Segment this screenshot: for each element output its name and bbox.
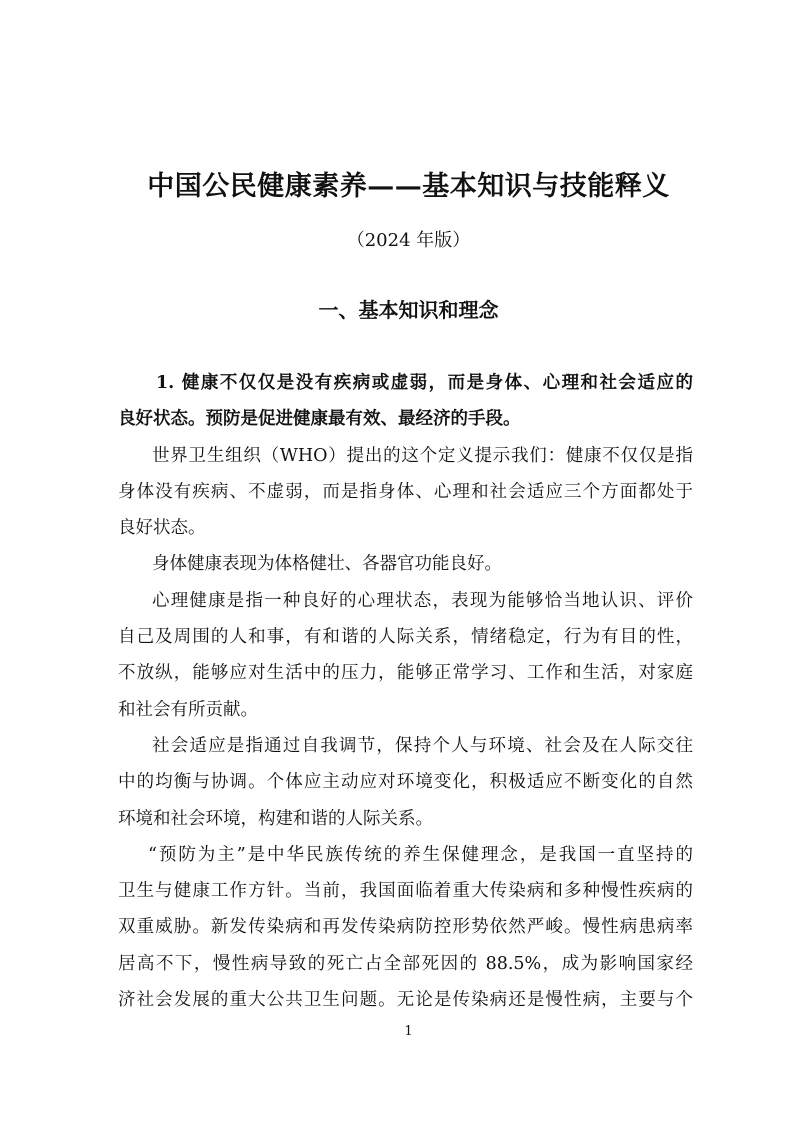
text-line: 良好状态。预防是促进健康最有效、最经济的手段。 [118, 409, 521, 430]
text-line: 不放纵，能够应对生活中的压力，能够正常学习、工作和生活，对家庭 [118, 663, 693, 684]
text-line: 社会适应是指通过自我调节，保持个人与环境、社会及在人际交往 [152, 735, 693, 756]
text-line: 环境和社会环境，构建和谐的人际关系。 [118, 808, 433, 829]
paragraph [118, 837, 693, 1018]
document-body [118, 365, 693, 1018]
text-line: 和社会有所贡献。 [118, 699, 258, 720]
text-line: 自己及周围的人和事，有和谐的人际关系，情绪稳定，行为有目的性， [118, 627, 693, 648]
paragraph [118, 583, 693, 728]
document-subtitle: （2024 年版） [346, 230, 471, 251]
paragraph [118, 728, 693, 837]
bold-paragraph [118, 365, 693, 438]
text-line: 居高不下，慢性病导致的死亡占全部死因的 88.5%，成为影响国家经 [118, 953, 693, 974]
text-line: 济社会发展的重大公共卫生问题。无论是传染病还是慢性病，主要与个 [118, 990, 693, 1011]
text-line: 心理健康是指一种良好的心理状态，表现为能够恰当地认识、评价 [152, 590, 693, 611]
page-number: 1 [404, 1024, 413, 1039]
text-line: 1. 健康不仅仅是没有疾病或虚弱，而是身体、心理和社会适应的 [156, 373, 693, 393]
paragraph [118, 438, 693, 547]
text-line: “预防为主”是中华民族传统的养生保健理念，是我国一直坚持的 [148, 844, 693, 865]
section-heading: 一、基本知识和理念 [318, 298, 499, 322]
text-line: 中的均衡与协调。个体应主动应对环境变化，积极适应不断变化的自然 [118, 772, 693, 793]
text-line: 双重威胁。新发传染病和再发传染病防控形势依然严峻。慢性病患病率 [118, 917, 693, 938]
document-title: 中国公民健康素养——基本知识与技能释义 [147, 171, 670, 202]
text-line: 世界卫生组织（WHO）提出的这个定义提示我们：健康不仅仅是指 [152, 445, 693, 466]
paragraph [118, 546, 693, 582]
text-line: 身体没有疾病、不虚弱，而是指身体、心理和社会适应三个方面都处于 [118, 481, 693, 502]
text-line: 身体健康表现为体格健壮、各器官功能良好。 [152, 554, 502, 575]
text-line: 良好状态。 [118, 518, 206, 539]
text-line: 卫生与健康工作方针。当前，我国面临着重大传染病和多种慢性疾病的 [118, 881, 693, 902]
